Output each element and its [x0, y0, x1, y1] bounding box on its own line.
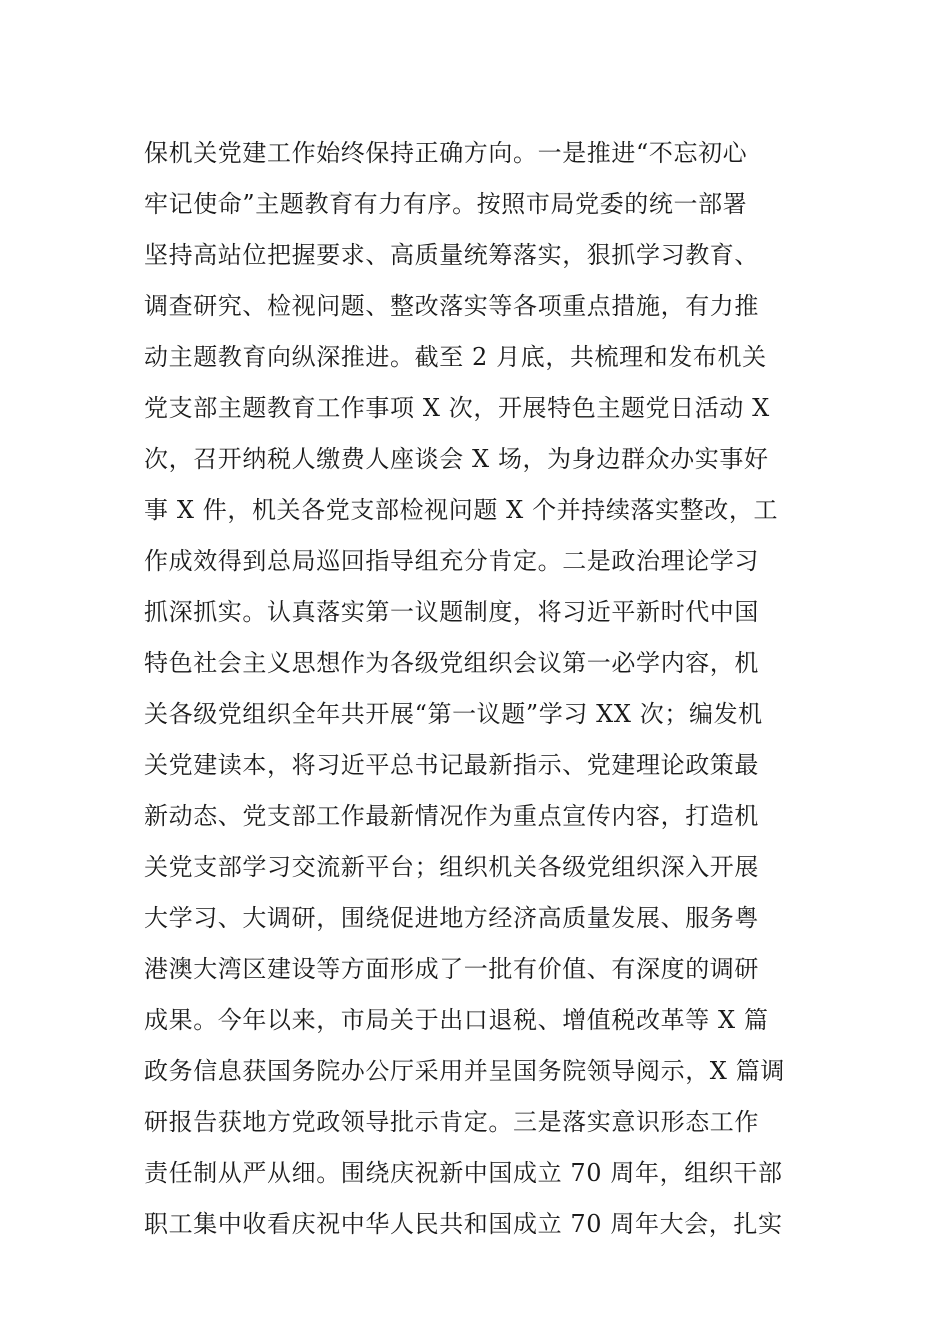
text-line-17: 港澳大湾区建设等方面形成了一批有价值、有深度的调研 [144, 955, 759, 983]
text-line-15: 关党支部学习交流新平台；组织机关各级党组织深入开展 [144, 853, 759, 881]
text-line-6: 党支部主题教育工作事项 X 次，开展特色主题党日活动 X [144, 394, 770, 422]
text-line-4: 调查研究、检视问题、整改落实等各项重点措施，有力推 [144, 292, 759, 320]
text-line-19: 政务信息获国务院办公厅采用并呈国务院领导阅示，X 篇调 [144, 1057, 785, 1085]
text-line-14: 新动态、党支部工作最新情况作为重点宣传内容，打造机 [144, 802, 759, 830]
text-line-9: 作成效得到总局巡回指导组充分肯定。二是政治理论学习 [144, 547, 759, 575]
text-line-3: 坚持高站位把握要求、高质量统筹落实，狠抓学习教育、 [144, 241, 759, 269]
text-line-7: 次，召开纳税人缴费人座谈会 X 场，为身边群众办实事好 [144, 445, 769, 473]
text-line-11: 特色社会主义思想作为各级党组织会议第一必学内容，机 [144, 649, 759, 677]
text-line-18: 成果。今年以来，市局关于出口退税、增值税改革等 X 篇 [144, 1006, 769, 1034]
text-line-22: 职工集中收看庆祝中华人民共和国成立 70 周年大会，扎实 [144, 1210, 783, 1238]
text-line-13: 关党建读本，将习近平总书记最新指示、党建理论政策最 [144, 751, 759, 779]
text-line-10: 抓深抓实。认真落实第一议题制度，将习近平新时代中国 [144, 598, 759, 626]
text-line-5: 动主题教育向纵深推进。截至 2 月底，共梳理和发布机关 [144, 343, 767, 371]
text-line-2: 牢记使命”主题教育有力有序。按照市局党委的统一部署 [144, 190, 748, 218]
text-line-16: 大学习、大调研，围绕促进地方经济高质量发展、服务粤 [144, 904, 759, 932]
text-line-1: 保机关党建工作始终保持正确方向。一是推进“不忘初心 [144, 139, 748, 167]
text-line-21: 责任制从严从细。围绕庆祝新中国成立 70 周年，组织干部 [144, 1159, 783, 1187]
text-line-20: 研报告获地方党政领导批示肯定。三是落实意识形态工作 [144, 1108, 759, 1136]
text-line-8: 事 X 件，机关各党支部检视问题 X 个并持续落实整改，工 [144, 496, 779, 524]
text-line-12: 关各级党组织全年共开展“第一议题”学习 XX 次；编发机 [144, 700, 763, 728]
body-paragraph [144, 128, 824, 1250]
